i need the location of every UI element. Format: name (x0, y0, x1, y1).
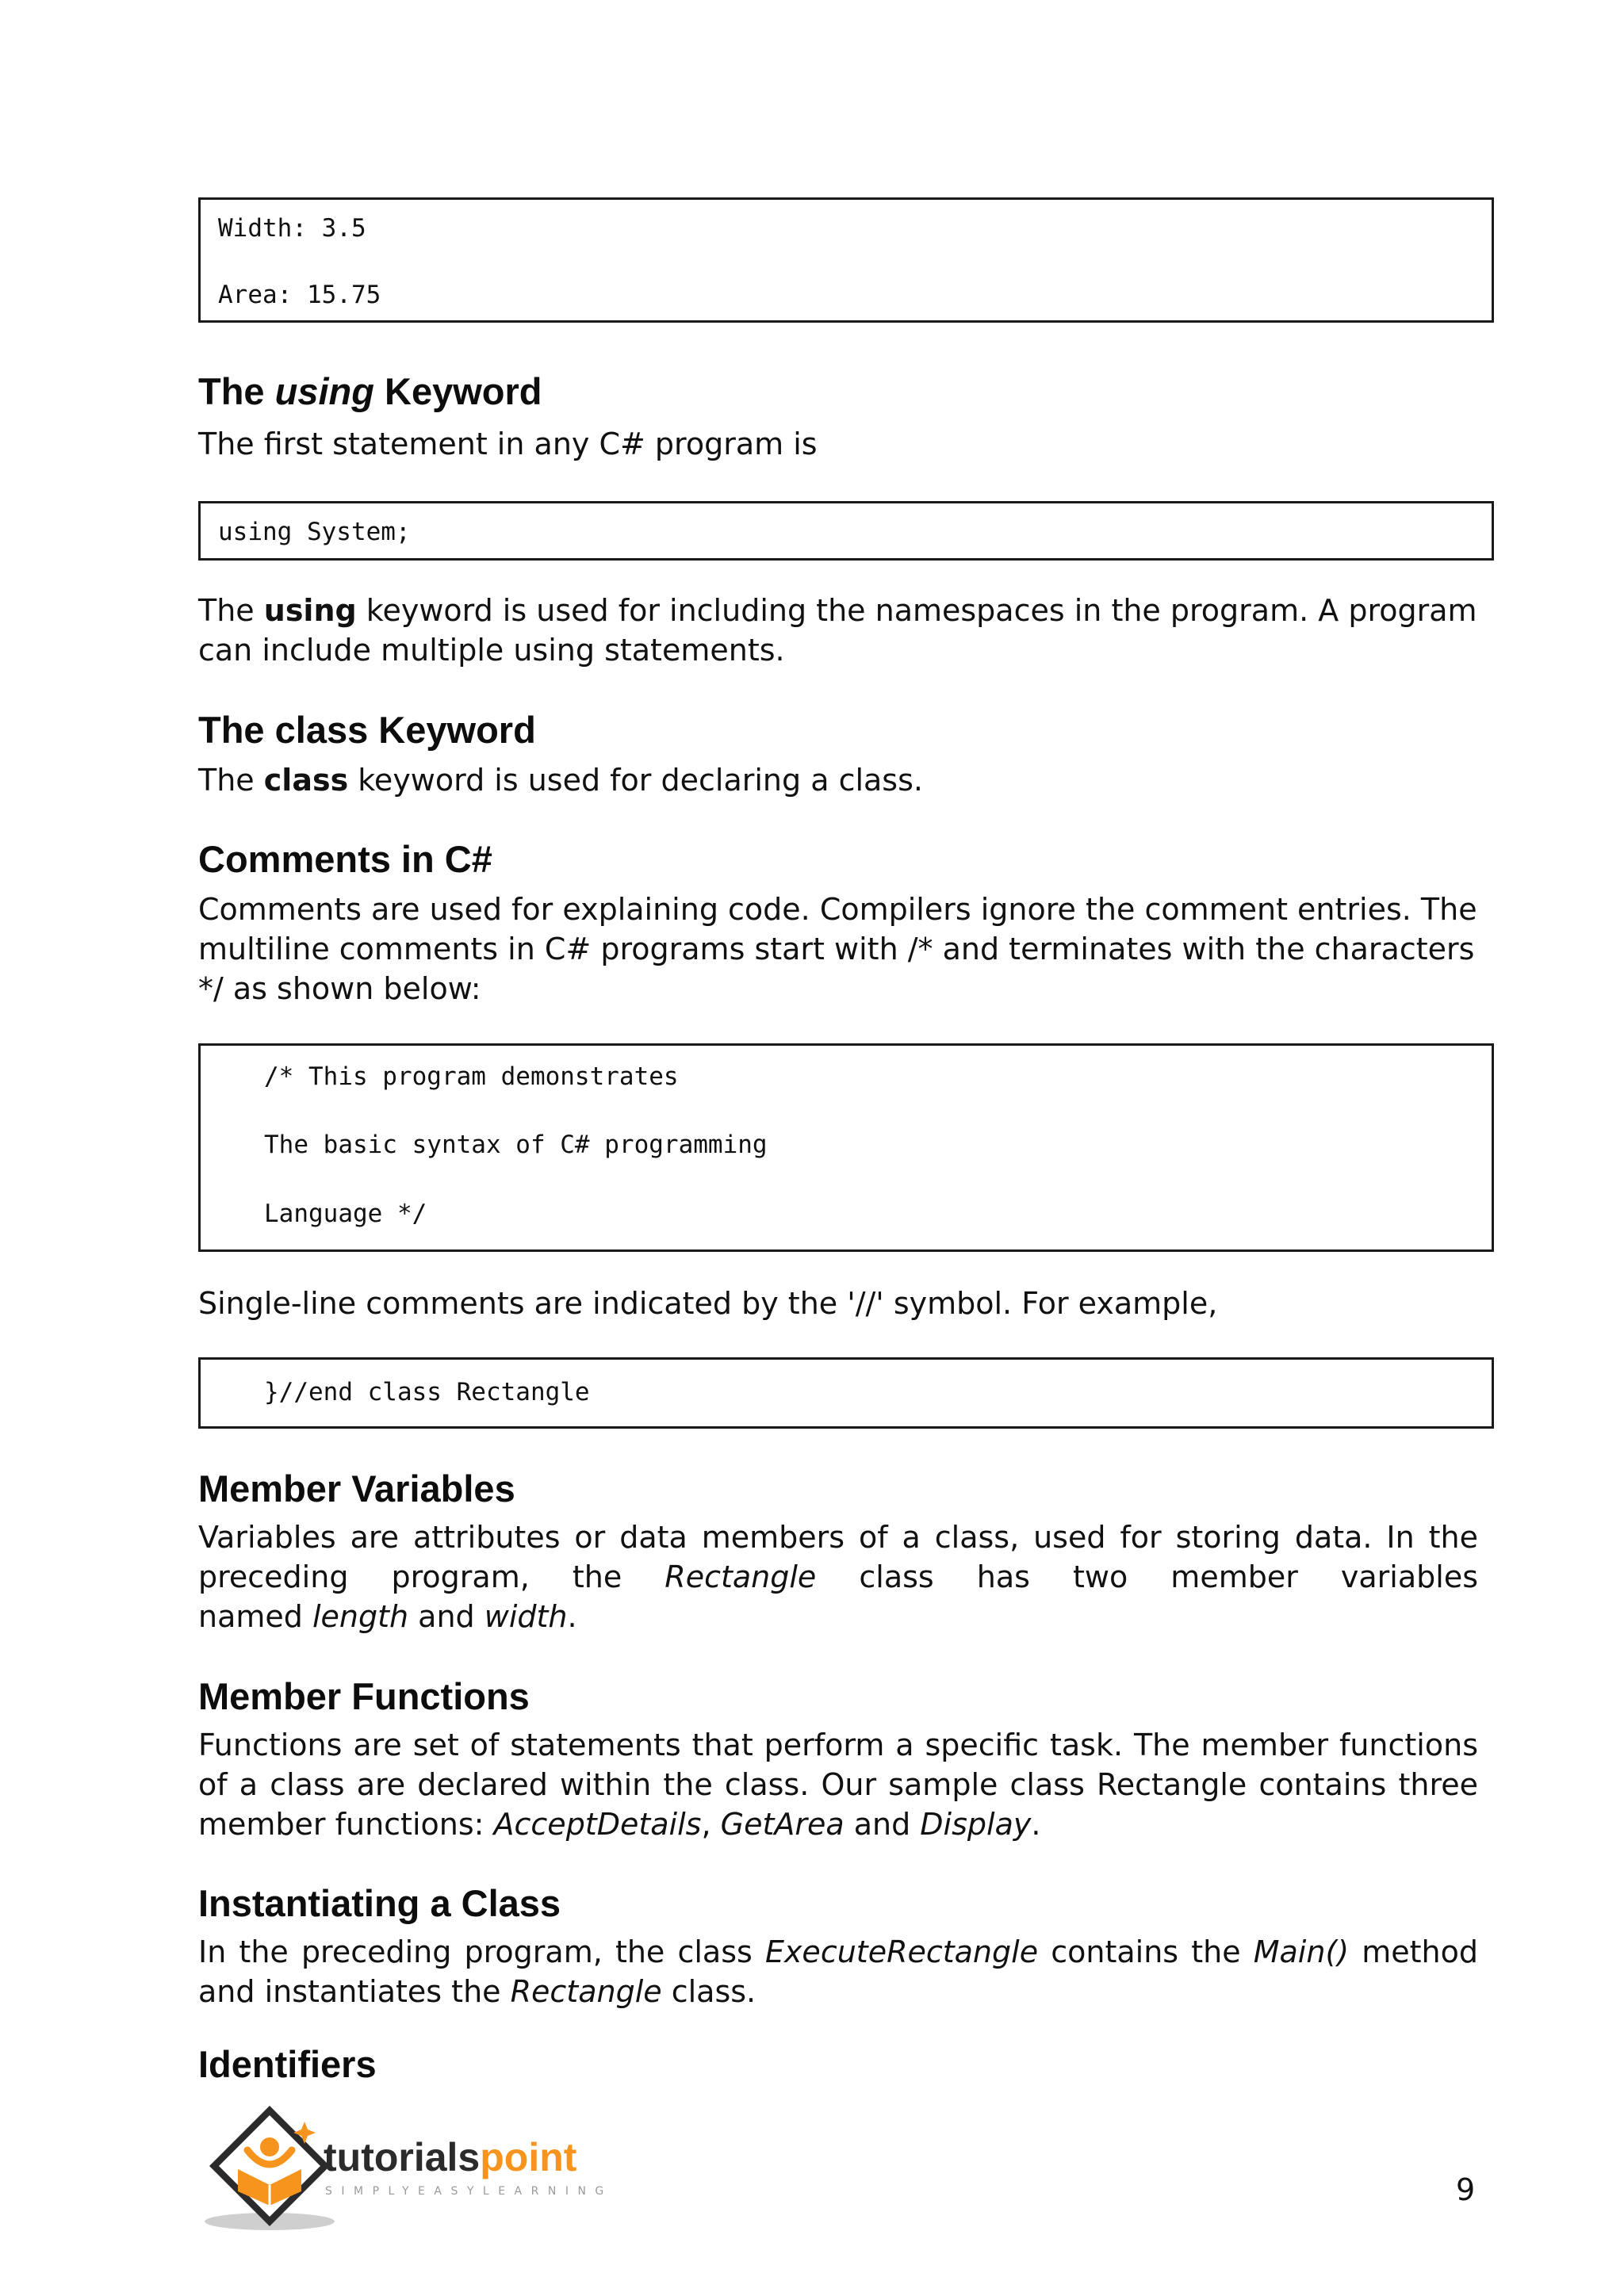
code-line: using System; (218, 518, 411, 546)
logo-word-tutorials: tutorials (324, 2135, 481, 2179)
code-line: }//end class Rectangle (264, 1378, 590, 1406)
paragraph-using-intro: The first statement in any C# program is (198, 427, 818, 461)
paragraph-instantiating: In the preceding program, the class ExecuteRectangle contains the Main() method and instantiates the Rectangle class. (198, 1934, 1479, 2009)
logo-wordmark (324, 2135, 577, 2179)
paragraph-comments-body: Comments are used for explaining code. Compilers ignore the comment entries. The multiline comments in C# programs start with /* and terminates with the characters */ as shown below: (198, 892, 1477, 1006)
code-line: Area: 15.75 (218, 281, 381, 309)
paragraph-using-body: The using keyword is used for including the namespaces in the program. A program can include multiple using statements. (198, 593, 1477, 668)
page-number: 9 (1456, 2172, 1476, 2207)
using-code-box (198, 501, 1494, 561)
section-heading-class: The class Keyword (198, 709, 536, 751)
single-line-code-box (198, 1357, 1494, 1429)
logo-person-head (260, 2137, 279, 2156)
paragraph-member-variables: Variables are attributes or data members of a class, used for storing data. In the preceding program, the Rectangle class has two member variables named length and width. (198, 1520, 1478, 1634)
section-heading-comments: Comments in C# (198, 838, 492, 880)
code-line: The basic syntax of C# programming (264, 1131, 768, 1159)
code-line: /* This program demonstrates (264, 1062, 679, 1091)
code-line: Width: 3.5 (218, 214, 366, 243)
section-heading-member-functions: Member Functions (198, 1675, 530, 1717)
section-heading-using: The using Keyword (198, 370, 542, 412)
section-heading-instantiating: Instantiating a Class (198, 1882, 561, 1924)
paragraph-single-line-comments: Single-line comments are indicated by the '//' symbol. For example, (198, 1286, 1218, 1321)
tutorialspoint-logo (197, 2103, 657, 2237)
logo-tagline: SIMPLYEASYLEARNING (325, 2185, 613, 2198)
paragraph-class-body: The class keyword is used for declaring a class. (198, 763, 923, 798)
logo-word-point: point (480, 2135, 577, 2179)
section-heading-member-variables: Member Variables (198, 1468, 515, 1510)
code-line: Language */ (264, 1200, 427, 1228)
comment-code-box (198, 1043, 1494, 1252)
output-code-box (198, 197, 1494, 323)
section-heading-identifiers: Identifiers (198, 2043, 377, 2085)
paragraph-member-functions: Functions are set of statements that perform a specific task. The member functions of a class are declared within the class. Our sample class Rectangle contains three member functions: AcceptDetails, GetArea and Display. (198, 1728, 1478, 1842)
